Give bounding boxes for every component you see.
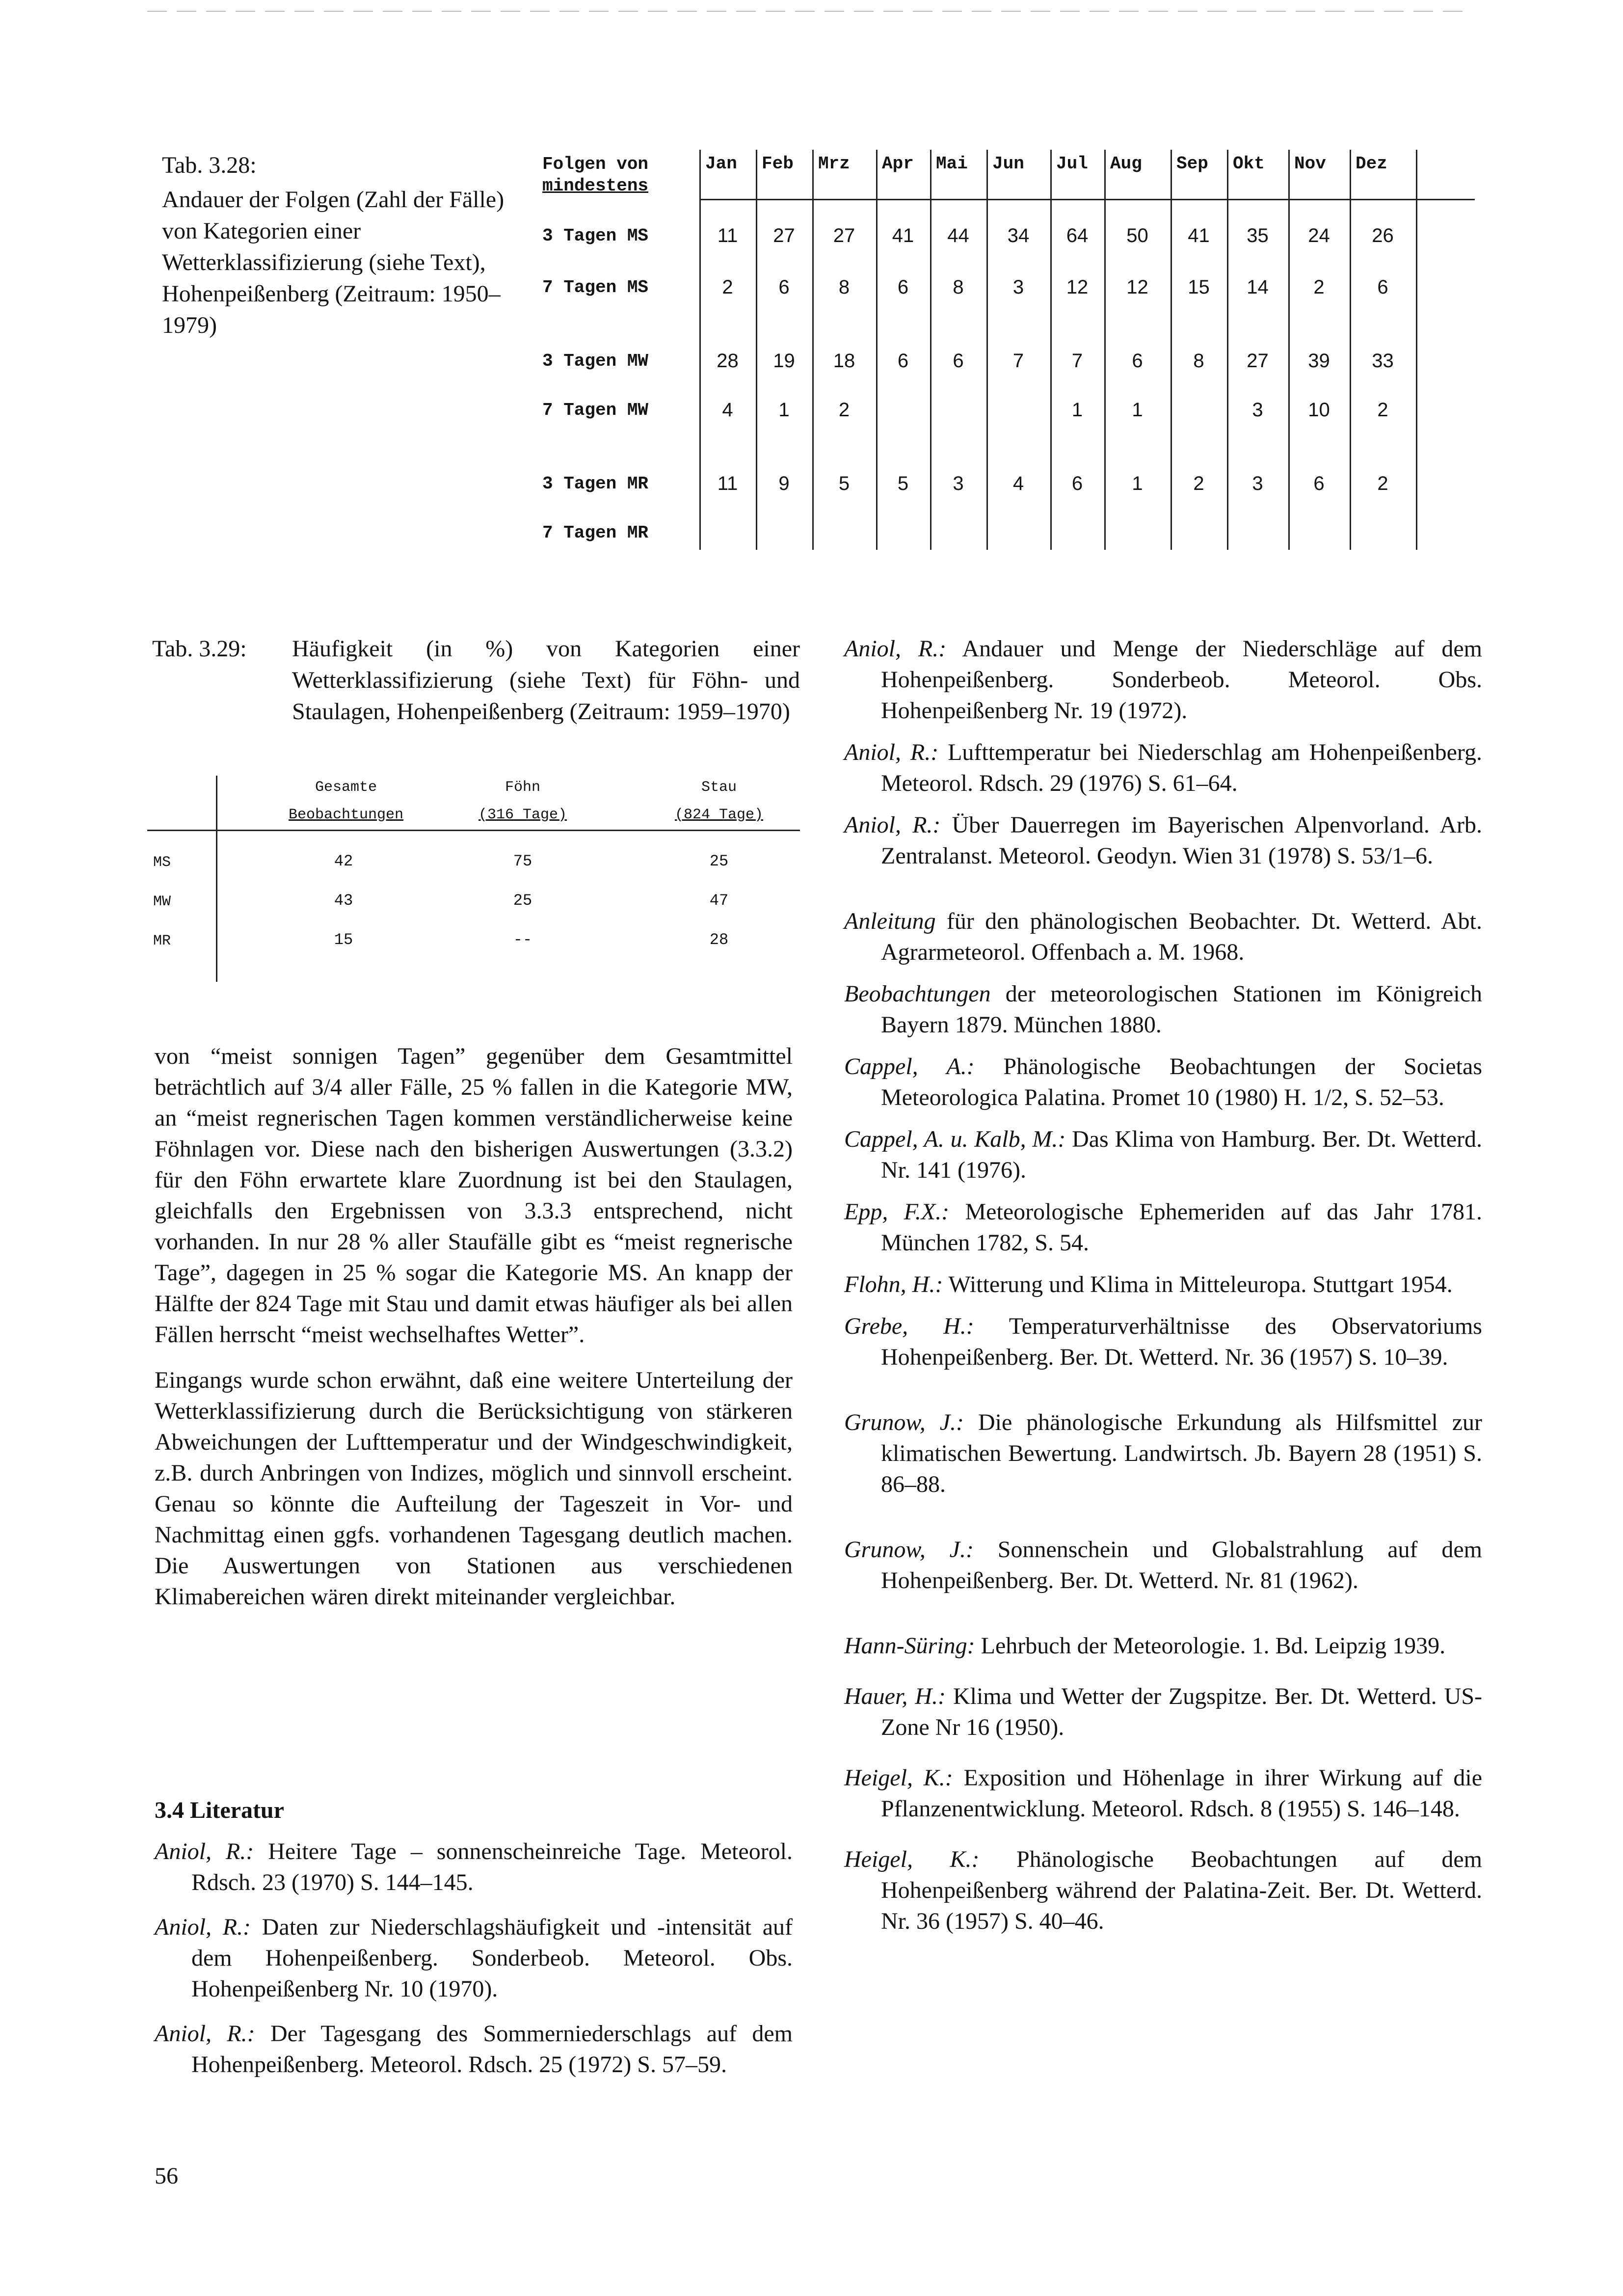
col-gesamt-line2: Beobachtungen: [288, 807, 404, 823]
table-328-month-header: Mai: [936, 154, 968, 174]
body-paragraph: von “meist sonnigen Tagen” gegenüber dem Gesamtmittel beträchtlich auf 3/4 aller Fälle, 25 % fallen in die Kategorie MW, an “meist regnerischen Tagen kommen verständlicherweise keine Föhnlagen vor. Diese nach den bisherigen Auswertungen (3.3.2) für den Föhn erwartete klare Zuordnung ist bei den Staulagen, gleichfalls den Ergebnissen von 3.3.3 entsprechend, nicht vorhanden. In nur 28 % aller Staufälle gibt es “meist regnerische Tage”, dagegen in 25 % sogar die Kategorie MS. An knapp der Hälfte der 824 Tage mit Stau und damit etwas häufiger als bei allen Fällen herrscht “meist wechselhaftes Wetter”.: [155, 1043, 793, 1348]
col-foehn-line2: (316 Tage): [478, 807, 567, 823]
header-folgen-line2: mindestens: [542, 176, 649, 196]
table-328-cell: 6: [897, 276, 909, 298]
table-328-cell: 26: [1372, 225, 1394, 246]
table-328-caption: [162, 150, 506, 341]
reference-entry: [155, 2018, 793, 2080]
body-text: [155, 1041, 793, 1627]
table-329-cell: 75: [513, 852, 532, 870]
reference-author: Cappel, A. u. Kalb, M.:: [844, 1126, 1066, 1152]
reference-text: Exposition und Höhenlage in ihrer Wirkung auf die Pflanzenentwicklung. Meteorol. Rdsch. 8 (1955) S. 146–148.: [881, 1765, 1483, 1822]
table-328-row-label: 3 Tagen MR: [542, 474, 649, 494]
table-328-cell: 2: [1313, 276, 1325, 298]
reference-text: Heitere Tage – sonnenscheinreiche Tage. Meteorol. Rdsch. 23 (1970) S. 144–145.: [191, 1838, 793, 1895]
table-328-cell: 64: [1066, 225, 1089, 246]
reference-entry: [844, 1269, 1482, 1300]
table-328-month-header: Mrz: [818, 154, 850, 174]
reference-text: für den phänologischen Beobachter. Dt. Wetterd. Abt. Agrarmeteorol. Offenbach a. M. 1968.: [881, 908, 1483, 965]
table-328-row-label: 3 Tagen MS: [542, 226, 649, 246]
table-328-cell: 2: [1193, 473, 1204, 494]
reference-author: Aniol, R.:: [844, 812, 941, 838]
table-328-cell: 4: [722, 399, 733, 421]
table-328-cell: 41: [1188, 225, 1210, 246]
references-left-column: [155, 1836, 793, 2094]
reference-author: Beobachtungen: [844, 981, 991, 1007]
table-328-cell: 6: [778, 276, 790, 298]
table-328-month-header: Jul: [1056, 154, 1088, 174]
table-328-cell: 27: [833, 225, 855, 246]
table-328-cell: 28: [717, 350, 739, 372]
table-329-row-label: MS: [153, 854, 171, 871]
reference-author: Hann-Süring:: [844, 1633, 975, 1659]
table-328-cell: 6: [953, 350, 964, 372]
reference-text: Klima und Wetter der Zugspitze. Ber. Dt. Wetterd. US-Zone Nr 16 (1950).: [881, 1683, 1483, 1740]
references-right-column: [844, 633, 1482, 1947]
table-329-cell: 42: [334, 852, 353, 870]
reference-entry: [844, 1196, 1482, 1258]
col-foehn-line1: Föhn: [505, 779, 540, 796]
table-328-cell: 6: [1071, 473, 1083, 494]
table-328: [537, 150, 1475, 550]
table-328-month-header: Aug: [1110, 154, 1142, 174]
reference-author: Anleitung: [844, 908, 936, 934]
table-328-month-header: Jun: [992, 154, 1024, 174]
table-328-cell: 39: [1308, 350, 1330, 372]
col-gesamt-line1: Gesamte: [315, 779, 377, 796]
table-328-cell: 1: [778, 399, 790, 421]
table-328-cell: 6: [1313, 473, 1325, 494]
literature-heading: 3.4 Literatur: [155, 1797, 284, 1823]
reference-author: Grebe, H.:: [844, 1313, 974, 1339]
table-328-row-label: 7 Tagen MW: [542, 400, 649, 420]
table-328-cell: 27: [1247, 350, 1269, 372]
table-328-column-rule: [1416, 150, 1417, 550]
table-328-cell: 33: [1372, 350, 1394, 372]
page-number: 56: [155, 2163, 178, 2189]
table-329-cell: 15: [334, 931, 353, 949]
table-328-cell: 2: [1377, 473, 1388, 494]
reference-entry: [844, 1051, 1482, 1113]
reference-author: Aniol, R.:: [155, 1914, 251, 1940]
reference-author: Aniol, R.:: [155, 2021, 255, 2047]
reference-entry: [844, 737, 1482, 799]
reference-text: Über Dauerregen im Bayerischen Alpenvorland. Arb. Zentralanst. Meteorol. Geodyn. Wien 31 (1978) S. 53/1–6.: [881, 812, 1483, 869]
reference-text: Sonnenschein und Globalstrahlung auf dem Hohenpeißenberg. Ber. Dt. Wetterd. Nr. 81 (1962).: [881, 1537, 1482, 1594]
reference-entry: [844, 1407, 1482, 1500]
table-328-month-header: Sep: [1176, 154, 1208, 174]
table-328-cell: 44: [947, 225, 969, 246]
table-329: [147, 776, 800, 982]
table-328-cell: 8: [1193, 350, 1204, 372]
table-329-cell: --: [513, 931, 532, 949]
table-328-cell: 6: [1377, 276, 1388, 298]
reference-text: Andauer und Menge der Niederschläge auf dem Hohenpeißenberg. Sonderbeob. Meteorol. Obs. Hohenpeißenberg Nr. 19 (1972).: [881, 636, 1482, 724]
reference-author: Grunow, J.:: [844, 1409, 964, 1435]
reference-entry: [844, 1534, 1482, 1596]
reference-entry: [844, 1844, 1482, 1937]
reference-author: Heigel, K.:: [844, 1765, 953, 1791]
table-328-cell: 7: [1071, 350, 1083, 372]
table-329-cell: 47: [709, 891, 729, 910]
table-329-col-gesamt: [265, 774, 427, 829]
table-329-caption-text: Häufigkeit (in %) von Kategorien einer Wetterklassifizierung (siehe Text) für Föhn- und Staulagen, Hohenpeißenberg (Zeitraum: 1959–1970): [292, 636, 800, 725]
table-329-cell: 25: [513, 891, 532, 910]
table-328-cell: 12: [1126, 276, 1148, 298]
reference-author: Aniol, R.:: [844, 636, 947, 662]
table-328-month-header: Okt: [1233, 154, 1265, 174]
body-paragraph: Eingangs wurde schon erwähnt, daß eine weitere Unterteilung der Wetterklassifizierung durch die Berücksichtigung von stärkeren Abweichungen der Lufttemperatur und der Windgeschwindigkeit, z.B. durch Anbringen von Indizes, möglich und sinnvoll erscheint. Genau so könnte die Aufteilung der Tageszeit in Vor- und Nachmittag einen ggfs. vorhandenen Tagesgang deutlich machen. Die Auswertungen von Stationen aus verschiedenen Klimabereichen wären direkt miteinander vergleichbar.: [155, 1367, 793, 1610]
table-328-cell: 2: [838, 399, 850, 421]
table-328-cell: 4: [1012, 473, 1024, 494]
table-328-column-rule: [1350, 150, 1351, 550]
table-328-cell: 2: [1377, 399, 1388, 421]
header-folgen-line1: Folgen von: [542, 154, 649, 174]
table-328-cell: 1: [1071, 399, 1083, 421]
reference-author: Cappel, A.:: [844, 1053, 975, 1080]
table-329-row-label: MW: [153, 893, 171, 910]
reference-text: Temperaturverhältnisse des Observatoriums Hohenpeißenberg. Ber. Dt. Wetterd. Nr. 36 (1957) S. 10–39.: [881, 1313, 1482, 1370]
reference-text: Phänologische Beobachtungen auf dem Hohenpeißenberg während der Palatina-Zeit. Ber. Dt. Wetterd. Nr. 36 (1957) S. 40–46.: [881, 1846, 1482, 1934]
reference-text: Daten zur Niederschlagshäufigkeit und -intensität auf dem Hohenpeißenberg. Sonderbeob. Meteorol. Obs. Hohenpeißenberg Nr. 10 (1970).: [191, 1914, 793, 2002]
table-329-row-label: MR: [153, 933, 171, 949]
table-328-cell: 7: [1012, 350, 1024, 372]
table-329-vline: [216, 776, 217, 982]
table-328-cell: 11: [717, 225, 738, 246]
table-328-month-header: Feb: [762, 154, 794, 174]
table-329-caption: [152, 633, 800, 728]
table-328-month-header: Jan: [705, 154, 737, 174]
table-328-month-header: Nov: [1294, 154, 1326, 174]
table-328-cell: 41: [892, 225, 914, 246]
reference-entry: [155, 1836, 793, 1898]
reference-author: Flohn, H.:: [844, 1271, 943, 1297]
table-328-cell: 1: [1132, 399, 1143, 421]
reference-entry: [155, 1912, 793, 2004]
table-328-cell: 34: [1007, 225, 1030, 246]
table-328-cell: 50: [1126, 225, 1148, 246]
col-stau-line1: Stau: [701, 779, 737, 796]
reference-entry: [844, 633, 1482, 726]
table-328-cell: 1: [1132, 473, 1143, 494]
reference-text: Meteorologische Ephemeriden auf das Jahr 1781. München 1782, S. 54.: [881, 1199, 1483, 1256]
table-328-month-header: Apr: [882, 154, 914, 174]
reference-entry: [844, 1630, 1482, 1661]
table-328-cell: 5: [897, 473, 909, 494]
reference-text: Witterung und Klima in Mitteleuropa. Stuttgart 1954.: [948, 1271, 1453, 1297]
table-329-cell: 25: [709, 852, 729, 870]
reference-entry: [844, 1124, 1482, 1186]
reference-text: Das Klima von Hamburg. Ber. Dt. Wetterd. Nr. 141 (1976).: [881, 1126, 1483, 1183]
reference-text: Phänologische Beobachtungen der Societas Meteorologica Palatina. Promet 10 (1980) H. 1/2, S. 52–53.: [881, 1053, 1482, 1110]
table-328-cell: 3: [953, 473, 964, 494]
table-328-cell: 27: [773, 225, 795, 246]
reference-entry: [844, 1311, 1482, 1373]
table-328-cell: 3: [1252, 399, 1263, 421]
table-328-cell: 6: [897, 350, 909, 372]
table-329-col-stau: [638, 774, 800, 829]
table-328-cell: 8: [953, 276, 964, 298]
table-328-cell: 18: [833, 350, 855, 372]
reference-entry: [844, 978, 1482, 1040]
table-328-cell: 2: [722, 276, 733, 298]
table-328-caption-text: Andauer der Folgen (Zahl der Fälle) von Kategorien einer Wetterklassifizierung (siehe Text), Hohenpeißenberg (Zeitraum: 1950–1979): [162, 187, 505, 338]
reference-text: Der Tagesgang des Sommerniederschlags auf dem Hohenpeißenberg. Meteorol. Rdsch. 25 (1972) S. 57–59.: [191, 2021, 793, 2078]
table-328-cell: 12: [1066, 276, 1089, 298]
top-rule: [147, 11, 1472, 12]
reference-entry: [844, 810, 1482, 871]
table-328-cell: 19: [773, 350, 795, 372]
table-328-cell: 6: [1132, 350, 1143, 372]
table-328-cell: 15: [1188, 276, 1210, 298]
reference-author: Heigel, K.:: [844, 1846, 980, 1872]
table-329-cell: 43: [334, 891, 353, 910]
reference-author: Aniol, R.:: [155, 1838, 254, 1864]
table-328-cell: 3: [1252, 473, 1263, 494]
table-328-cell: 9: [778, 473, 790, 494]
reference-author: Grunow, J.:: [844, 1537, 974, 1563]
table-329-label: Tab. 3.29:: [152, 636, 247, 662]
table-329-cell: 28: [709, 931, 729, 949]
table-328-cell: 3: [1012, 276, 1024, 298]
table-328-row-label: 3 Tagen MW: [542, 351, 649, 371]
table-328-header-rule: [699, 199, 1475, 200]
reference-text: Die phänologische Erkundung als Hilfsmittel zur klimatischen Bewertung. Landwirtsch. Jb. Bayern 28 (1951) S. 86–88.: [881, 1409, 1483, 1497]
reference-text: der meteorologischen Stationen im Königreich Bayern 1879. München 1880.: [881, 981, 1482, 1038]
table-328-header-folgen: [542, 154, 648, 197]
col-stau-line2: (824 Tage): [674, 807, 764, 823]
table-328-row-label: 7 Tagen MS: [542, 277, 649, 297]
table-328-cell: 10: [1308, 399, 1330, 421]
table-329-header-rule: [147, 830, 800, 831]
table-328-cell: 11: [717, 473, 738, 494]
table-328-cell: 8: [838, 276, 850, 298]
table-328-month-header: Dez: [1356, 154, 1387, 174]
table-328-label: Tab. 3.28:: [162, 152, 257, 178]
table-328-cell: 35: [1247, 225, 1269, 246]
reference-text: Lehrbuch der Meteorologie. 1. Bd. Leipzig 1939.: [981, 1633, 1446, 1659]
reference-entry: [844, 1762, 1482, 1824]
reference-entry: [844, 1681, 1482, 1743]
reference-author: Aniol, R.:: [844, 739, 939, 765]
table-328-cell: 5: [838, 473, 850, 494]
table-328-row-label: 7 Tagen MR: [542, 523, 649, 543]
reference-author: Hauer, H.:: [844, 1683, 946, 1709]
table-328-cell: 14: [1247, 276, 1269, 298]
reference-entry: [844, 906, 1482, 968]
table-328-cell: 24: [1308, 225, 1330, 246]
reference-text: Lufttemperatur bei Niederschlag am Hohenpeißenberg. Meteorol. Rdsch. 29 (1976) S. 61–64.: [881, 739, 1482, 796]
reference-author: Epp, F.X.:: [844, 1199, 950, 1225]
table-329-col-foehn: [442, 774, 604, 829]
